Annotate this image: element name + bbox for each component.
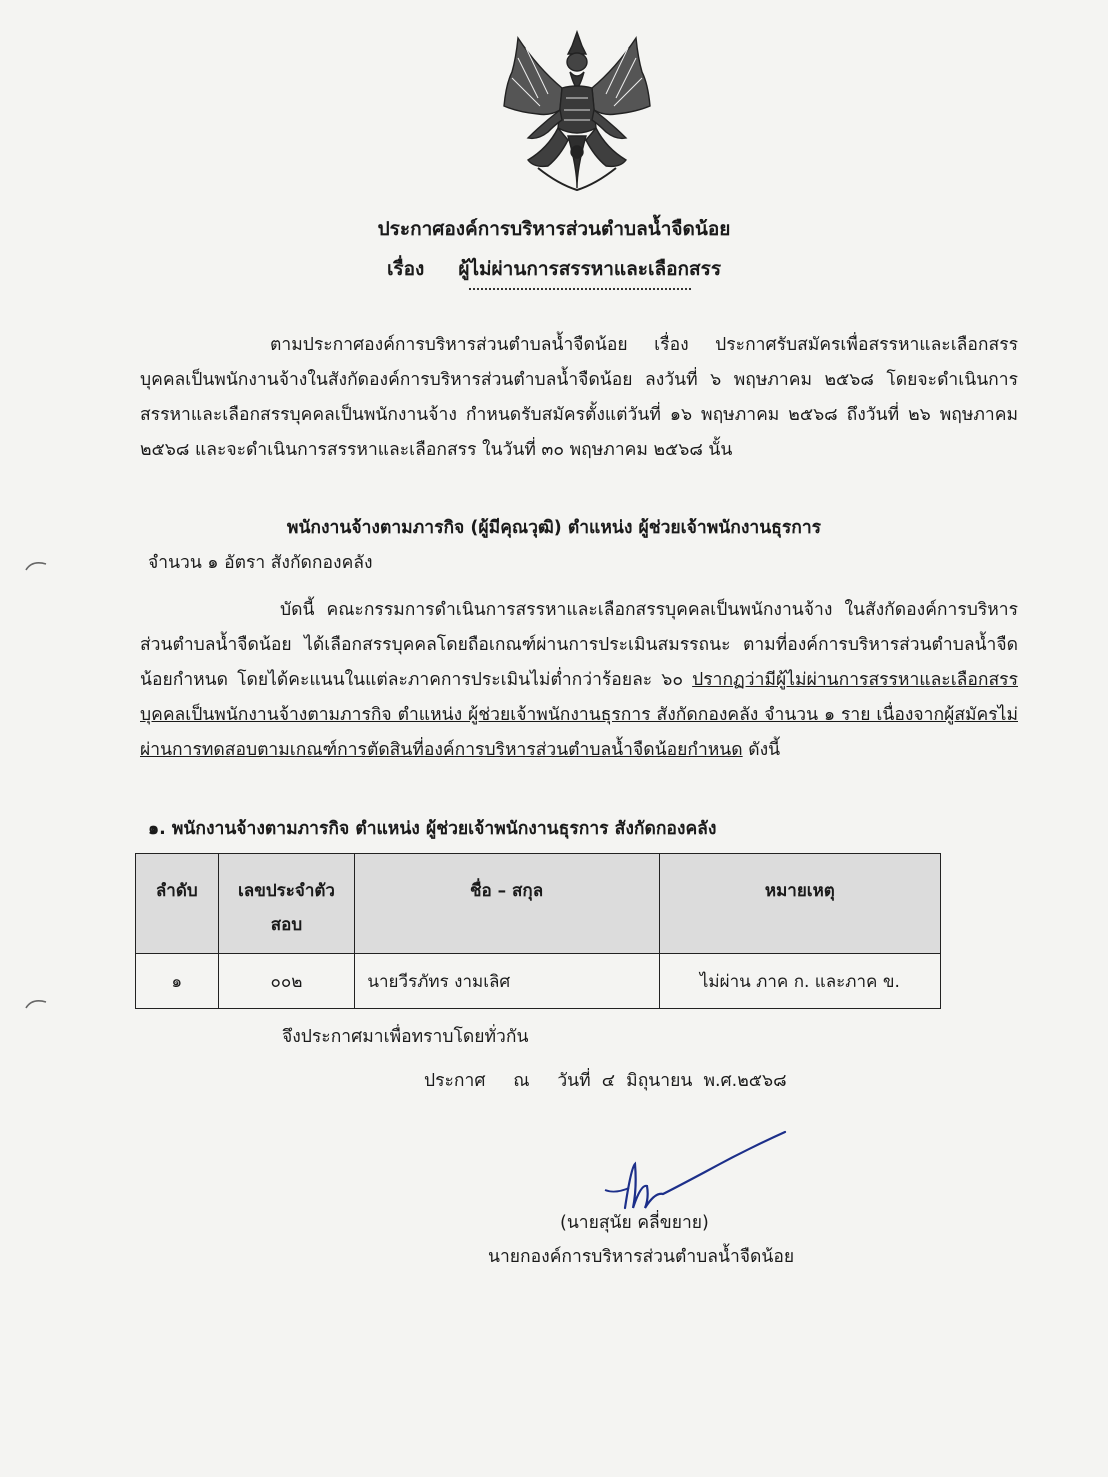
result-paragraph-tail: ดังนี้ [742,740,781,760]
subject-label: เรื่อง [386,258,425,280]
column-header-name: ชื่อ – สกุล [355,854,659,954]
at-word: ณ [513,1071,530,1091]
announcement-date-line [424,1066,787,1094]
position-heading: พนักงานจ้างตามภารกิจ (ผู้มีคุณวุฒิ) ตำแหน่ง ผู้ช่วยเจ้าพนักงานธุรการ [286,518,822,538]
item-heading: ๑. พนักงานจ้างตามภารกิจ ตำแหน่ง ผู้ช่วยเจ้าพนักงานธุรการ สังกัดกองคลัง [148,819,717,839]
intro-paragraph: ตามประกาศองค์การบริหารส่วนตำบลน้ำจืดน้อย เรื่อง ประกาศรับสมัครเพื่อสรรหาและเลือกสรรบุคคลเป็นพนักงานจ้างในสังกัดองค์การบริหารส่วนตำบลน้ำจืดน้อย ลงวันที่ ๖ พฤษภาคม ๒๕๖๘ โดยจะดำเนินการสรรหาและเลือกสรรบุคคลเป็นพนักงานจ้าง กำหนดรับสมัครตั้งแต่วันที่ ๑๖ พฤษภาคม ๒๕๖๘ ถึงวันที่ ๒๖ พฤษภาคม ๒๕๖๘ และจะดำเนินการสรรหาและเลือกสรร ในวันที่ ๓๐ พฤษภาคม ๒๕๖๘ นั้น [140,335,1018,460]
column-header-exam-id: เลขประจำตัว สอบ [218,854,355,954]
subject-text: ผู้ไม่ผ่านการสรรหาและเลือกสรร [458,258,722,280]
garuda-emblem-icon [498,28,656,196]
column-header-remark: หมายเหตุ [659,854,940,954]
column-header-order: ลำดับ [136,854,219,954]
cell-name: นายวีรภัทร งามเลิศ [355,954,659,1009]
position-amount: จำนวน ๑ อัตรา สังกัดกองคลัง [148,553,373,573]
signer-name: (นายสุนัย คลี่ขยาย) [560,1213,709,1233]
cell-remark: ไม่ผ่าน ภาค ก. และภาค ข. [659,954,940,1009]
announcement-subject-line [0,254,1108,284]
result-table [135,853,941,1009]
cell-exam-id: ๐๐๒ [218,954,355,1009]
result-paragraph-text: บัดนี้ คณะกรรมการดำเนินการสรรหาและเลือกสรรบุคคลเป็นพนักงานจ้าง ในสังกัดองค์การบริหารส่วนตำบลน้ำจืดน้อย ได้เลือกสรรบุคคลโดยถือเกณฑ์ผ่านการประเมินสมรรถนะ ตามที่องค์การบริหารส่วนตำบลน้ำจืดน้อยกำหนด โดยได้คะแนนในแต่ละภาคการประเมินไม่ต่ำกว่าร้อยละ ๖๐ [140,600,1018,690]
cell-order: ๑ [136,954,219,1009]
announcement-date: วันที่ ๔ มิถุนายน พ.ศ.๒๕๖๘ [557,1071,787,1091]
signer-position: นายกองค์การบริหารส่วนตำบลน้ำจืดน้อย [488,1247,795,1267]
closing-statement: จึงประกาศมาเพื่อทราบโดยทั่วกัน [282,1027,529,1047]
hole-punch-mark-icon [22,556,52,586]
announcement-title: ประกาศองค์การบริหารส่วนตำบลน้ำจืดน้อย [377,218,731,240]
result-paragraph [140,593,1018,768]
result-paragraph-underlined: ปรากฏว่ามีผู้ไม่ผ่านการสรรหาและเลือกสรรบุคคลเป็นพนักงานจ้างตามภารกิจ ตำแหน่ง ผู้ช่วยเจ้าพนักงานธุรการ สังกัดกองคลัง จำนวน ๑ ราย เนื่องจากผู้สมัครไม่ผ่านการทดสอบตามเกณฑ์การตัดสินที่องค์การบริหารส่วนตำบลน้ำจืดน้อยกำหนด [140,670,1018,760]
table-row [136,954,941,1009]
table-header-row [136,854,941,954]
announce-word: ประกาศ [424,1071,486,1091]
hole-punch-mark-icon [22,994,52,1024]
title-dotted-divider [469,288,691,290]
